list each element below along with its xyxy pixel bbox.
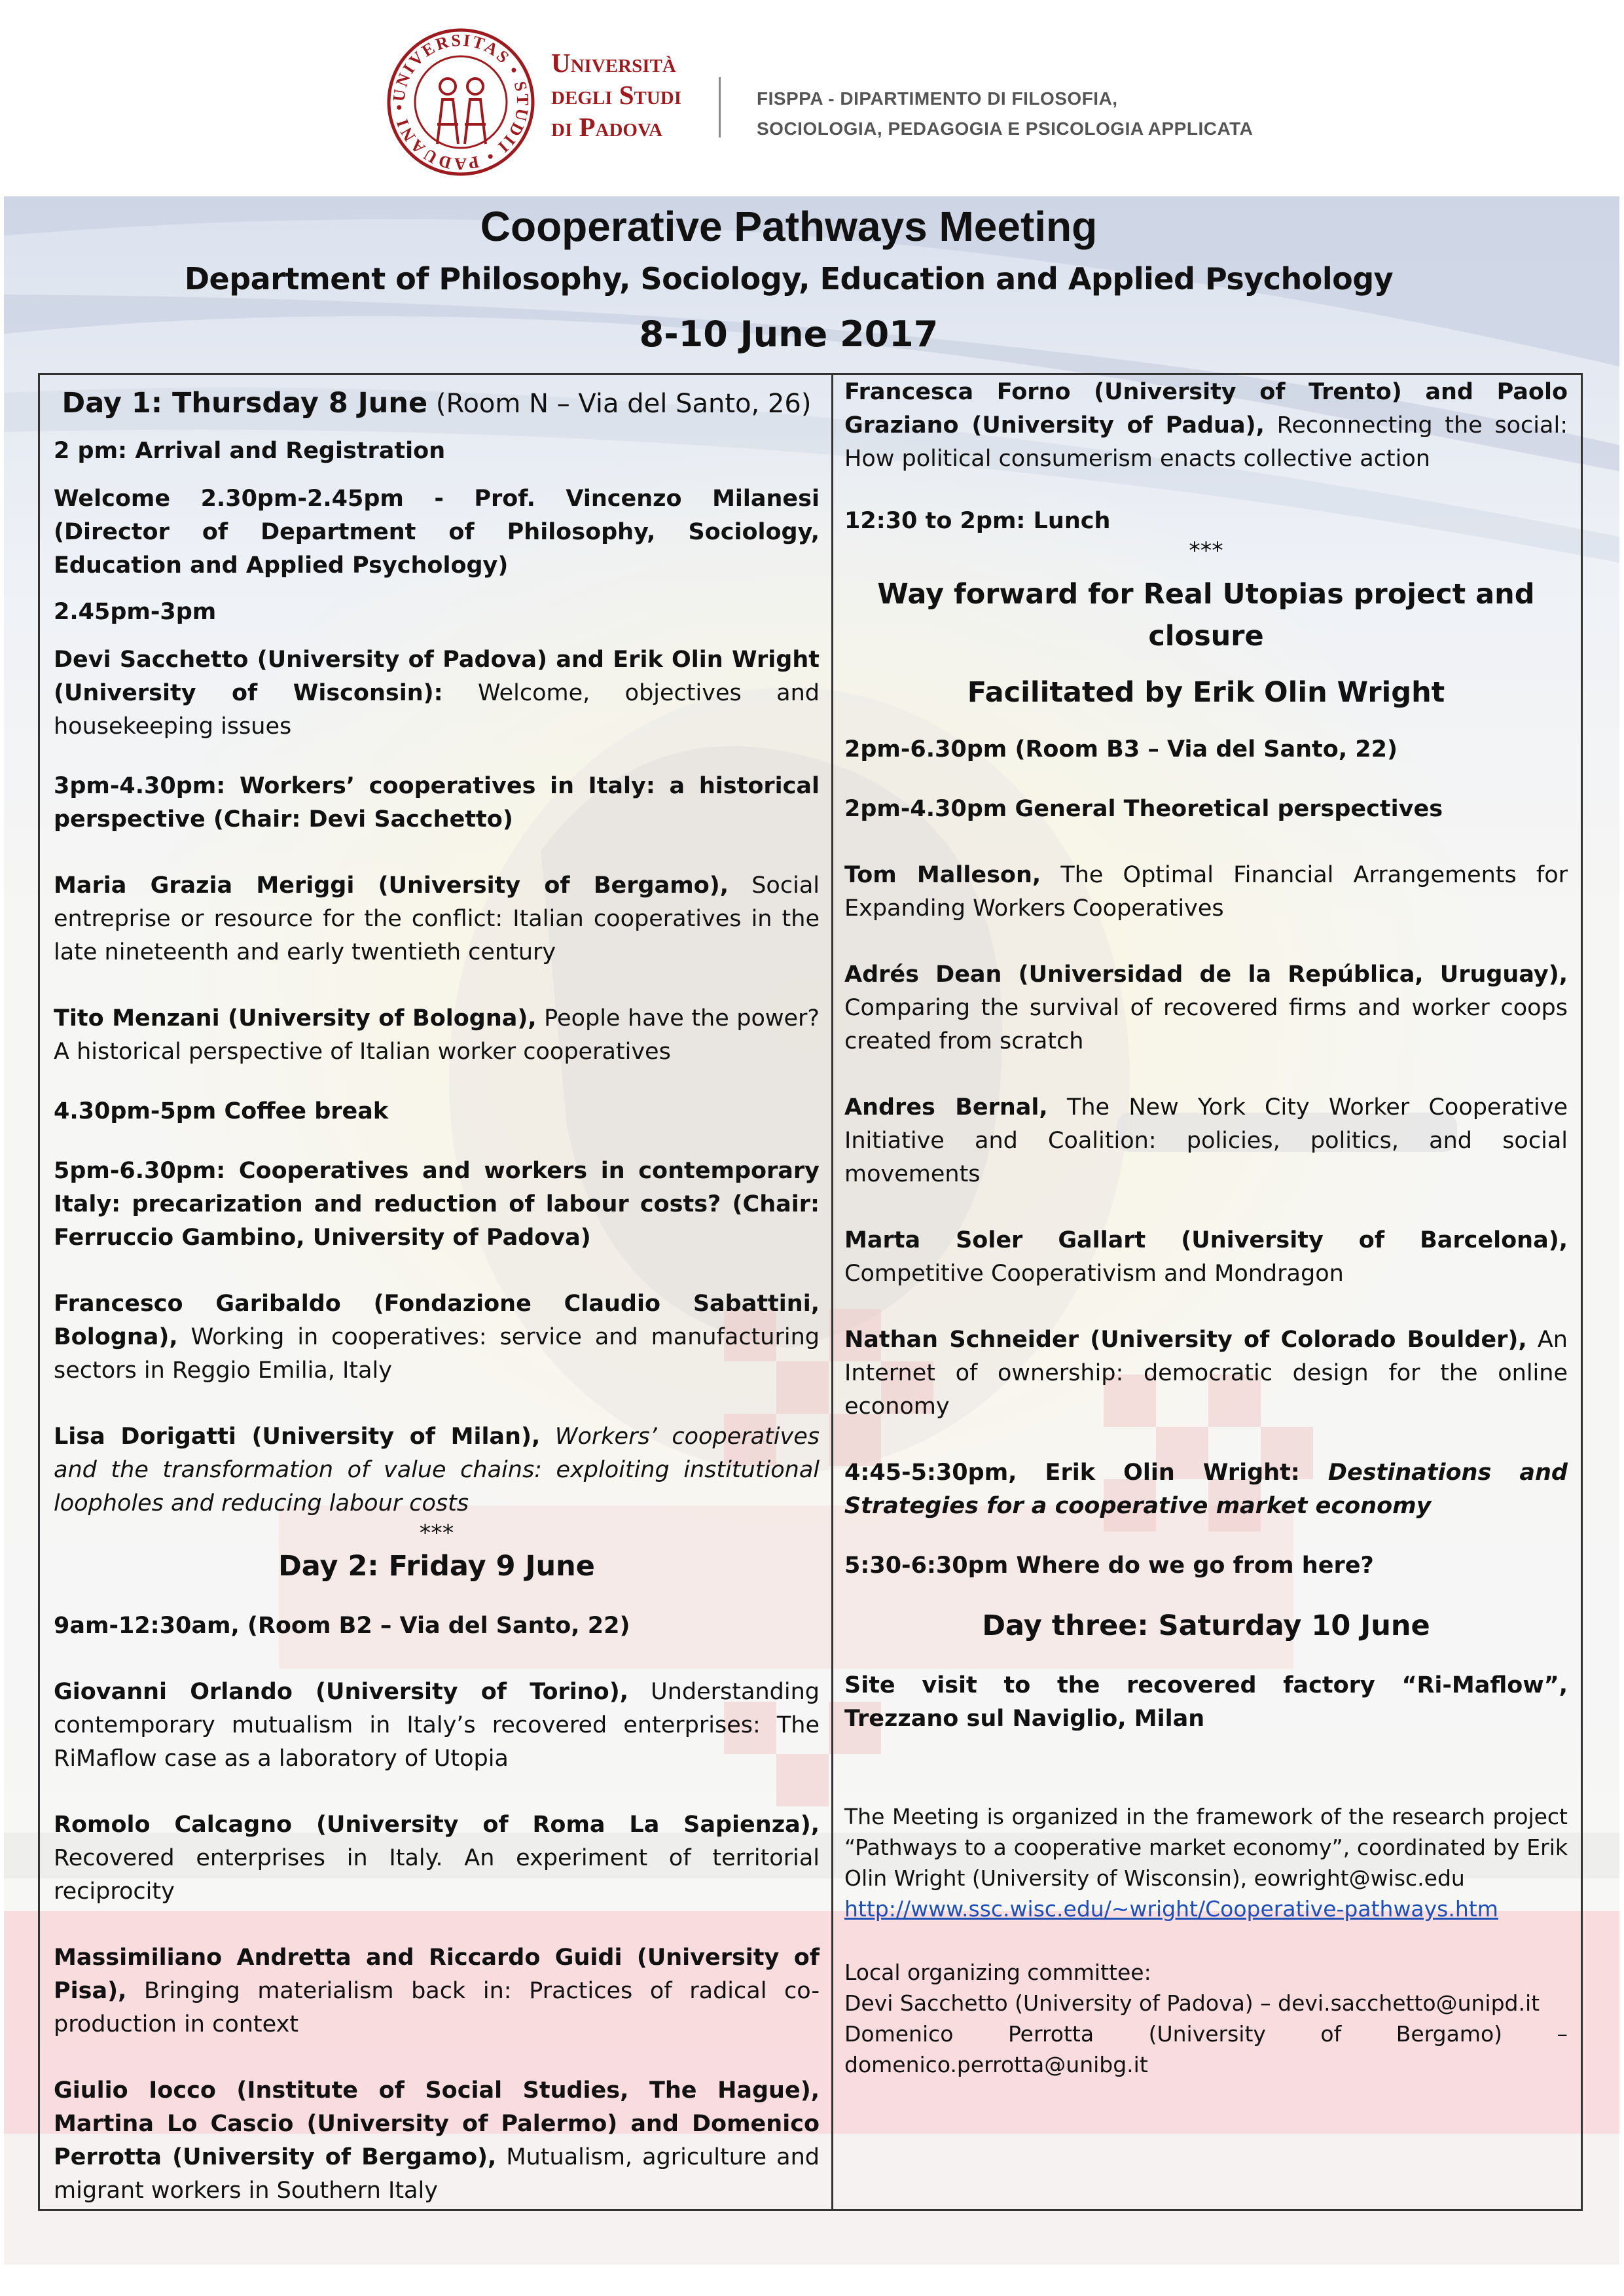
event-dates: 8-10 June 2017: [639, 314, 939, 355]
afternoon-slot: 2pm-6.30pm (Room B3 – Via del Santo, 22): [844, 736, 1398, 762]
title-block: [39, 196, 1538, 364]
university-name-line: degli Studi: [551, 80, 682, 110]
day3-title: Day three: Saturday 10 June: [982, 1609, 1430, 1642]
theory-session: 2pm-4.30pm General Theoretical perspectives: [844, 796, 1443, 822]
talk-speakers: Marta Soler Gallart (University of Barcelona),: [844, 1227, 1568, 1253]
committee-label: Local organizing committee:: [844, 1960, 1151, 1985]
talk-speakers: Romolo Calcagno (University of Roma La Sapienza),: [54, 1812, 820, 1838]
talk-orlando: [54, 1676, 820, 1776]
talk-title: Destinations and Strategies for a cooperative market economy: [844, 1460, 1568, 1519]
talk-speakers: Giovanni Orlando (University of Torino),: [54, 1679, 628, 1705]
talk-sacchetto: [54, 643, 820, 744]
talk-schneider: [844, 1323, 1568, 1424]
talk-speakers: Tito Menzani (University of Bologna),: [54, 1005, 537, 1031]
talk-speakers: Massimiliano Andretta and Riccardo Guidi (University of Pisa),: [54, 1945, 820, 2004]
talk-title: Bringing materialism back in: Practices of radical co-production in context: [54, 1978, 820, 2037]
talk-speakers: 4:45-5:30pm, Erik Olin Wright:: [844, 1460, 1300, 1486]
talk-title: Understanding contemporary mutualism in Italy’s recovered enterprises: The RiMaflow case as a laboratory of Utopia: [54, 1679, 820, 1772]
university-name-line: Università: [551, 48, 676, 78]
talk-title: Social entreprise or resource for the conflict: Italian cooperatives in the late nineteenth and early twentieth century: [54, 872, 820, 965]
header-divider: [719, 77, 721, 137]
talk-title: Competitive Cooperativism and Mondragon: [844, 1261, 1344, 1287]
talk-speakers: Giulio Iocco (Institute of Social Studies, The Hague), Martina Lo Cascio (University of Palermo) and Domenico Perrotta (University of Bergamo),: [54, 2077, 820, 2170]
lunch-slot: 12:30 to 2pm: Lunch: [844, 508, 1111, 534]
talk-malleson: [844, 859, 1568, 925]
talk-wright: [844, 1456, 1568, 1523]
department-line: FISPPA - DIPARTIMENTO DI FILOSOFIA,: [757, 88, 1118, 109]
talk-speakers: Nathan Schneider (University of Colorado Boulder),: [844, 1327, 1527, 1353]
talk-speakers: Maria Grazia Meriggi (University of Bergamo),: [54, 872, 729, 899]
talk-title: Recovered enterprises in Italy. An experiment of territorial reciprocity: [54, 1845, 820, 1905]
talk-title: The Optimal Financial Arrangements for Expanding Workers Cooperatives: [844, 862, 1568, 922]
separator-stars: ***: [419, 1520, 454, 1547]
welcome-slot: Welcome 2.30pm-2.45pm - Prof. Vincenzo Milanesi (Director of Department of Philosophy, Sociology, Education and Applied Psychology): [54, 486, 820, 579]
talk-title: An Internet of ownership: democratic design for the online economy: [844, 1327, 1568, 1420]
separator-stars: ***: [1189, 538, 1223, 564]
site-visit: Site visit to the recovered factory “Ri-Maflow”, Trezzano sul Naviglio, Milan: [844, 1672, 1568, 1732]
project-link[interactable]: http://www.ssc.wisc.edu/~wright/Cooperative-pathways.htm: [844, 1896, 1498, 1922]
arrival-slot: 2 pm: Arrival and Registration: [54, 438, 446, 464]
talk-title: The New York City Worker Cooperative Initiative and Coalition: policies, politics, and social movements: [844, 1094, 1568, 1187]
talk-speakers: Devi Sacchetto (University of Padova) and Erik Olin Wright (University of Wisconsin):: [54, 647, 820, 706]
talk-calcagno: [54, 1808, 820, 1909]
column-separator: [831, 373, 833, 2211]
talk-bernal: [844, 1091, 1568, 1191]
day1-heading: [54, 384, 820, 423]
talk-forno: [844, 376, 1568, 476]
talk-speakers: Lisa Dorigatti (University of Milan),: [54, 1424, 541, 1450]
committee-member: Devi Sacchetto (University of Padova) – devi.sacchetto@unipd.it: [844, 1990, 1540, 2016]
talk-speakers: Adrés Dean (Universidad de la República, Uruguay),: [844, 961, 1568, 988]
talk-speakers: Andres Bernal,: [844, 1094, 1048, 1121]
coffee-break: 4.30pm-5pm Coffee break: [54, 1098, 389, 1124]
day2-slot: 9am-12:30am, (Room B2 – Via del Santo, 22): [54, 1613, 630, 1639]
talk-menzani: [54, 1002, 820, 1069]
way-forward-heading: Way forward for Real Utopias project and closure: [877, 578, 1535, 653]
talk-iocco: [54, 2074, 820, 2208]
talk-speakers: Francesco Garibaldo (Fondazione Claudio Sabattini, Bologna),: [54, 1291, 820, 1350]
facilitated-heading: Facilitated by Erik Olin Wright: [967, 676, 1445, 709]
university-seal-icon: [385, 26, 537, 178]
talk-title: Working in cooperatives: service and manufacturing sectors in Reggio Emilia, Italy: [54, 1324, 820, 1384]
talk-soler: [844, 1224, 1568, 1291]
session-historical: 3pm-4.30pm: Workers’ cooperatives in Italy: a historical perspective (Chair: Devi Sacchetto): [54, 773, 820, 833]
university-name: [551, 47, 681, 143]
talk-speakers: Tom Malleson,: [844, 862, 1041, 888]
department-subtitle: Department of Philosophy, Sociology, Education and Applied Psychology: [184, 261, 1394, 296]
talk-title: People have the power? A historical perspective of Italian worker cooperatives: [54, 1005, 820, 1065]
university-name-line: di Padova: [551, 112, 663, 142]
day1-title: Day 1: Thursday 8 June: [62, 387, 428, 420]
department-name: [757, 84, 1253, 144]
talk-dorigatti: [54, 1420, 820, 1520]
program-left-column: [54, 376, 820, 2208]
talk-title: Workers’ cooperatives and the transformation of value chains: exploiting institutional loopholes and reducing labour costs: [54, 1424, 820, 1516]
talk-meriggi: [54, 869, 820, 969]
closing-slot: 5:30-6:30pm Where do we go from here?: [844, 1552, 1374, 1579]
talk-title: Mutualism, agriculture and migrant workers in Southern Italy: [54, 2144, 820, 2204]
talk-speakers: Francesca Forno (University of Trento) and Paolo Graziano (University of Padua),: [844, 379, 1568, 439]
talk-dean: [844, 958, 1568, 1058]
page-header: [0, 0, 1624, 196]
svg-text:UNIVERSITAS • STUDII • PADUANI: UNIVERSITAS • STUDII • PADUANI •: [389, 30, 533, 174]
program-right-column: [844, 376, 1568, 2080]
talk-title: Reconnecting the social: How political consumerism enacts collective action: [844, 412, 1568, 472]
talk-andretta: [54, 1941, 820, 2041]
talk-title: Welcome, objectives and housekeeping issues: [54, 680, 820, 740]
committee-member: Domenico Perrotta (University of Bergamo) – domenico.perrotta@unibg.it: [844, 2021, 1568, 2077]
day2-title: Day 2: Friday 9 June: [278, 1550, 595, 1583]
slot-245: 2.45pm-3pm: [54, 599, 217, 625]
talk-garibaldo: [54, 1287, 820, 1388]
organized-note: The Meeting is organized in the framework of the research project “Pathways to a cooperative market economy”, coordinated by Erik Olin Wright (University of Wisconsin), eowright@wisc.edu: [844, 1804, 1568, 1891]
day1-room: (Room N – Via del Santo, 26): [427, 389, 812, 419]
department-line: SOCIOLOGIA, PEDAGOGIA E PSICOLOGIA APPLICATA: [757, 118, 1254, 139]
session-contemporary: 5pm-6.30pm: Cooperatives and workers in contemporary Italy: precarization and reduction of labour costs? (Chair: Ferruccio Gambino, University of Padova): [54, 1158, 820, 1251]
page-title: Cooperative Pathways Meeting: [480, 203, 1098, 250]
talk-title: Comparing the survival of recovered firms and worker coops created from scratch: [844, 995, 1568, 1054]
